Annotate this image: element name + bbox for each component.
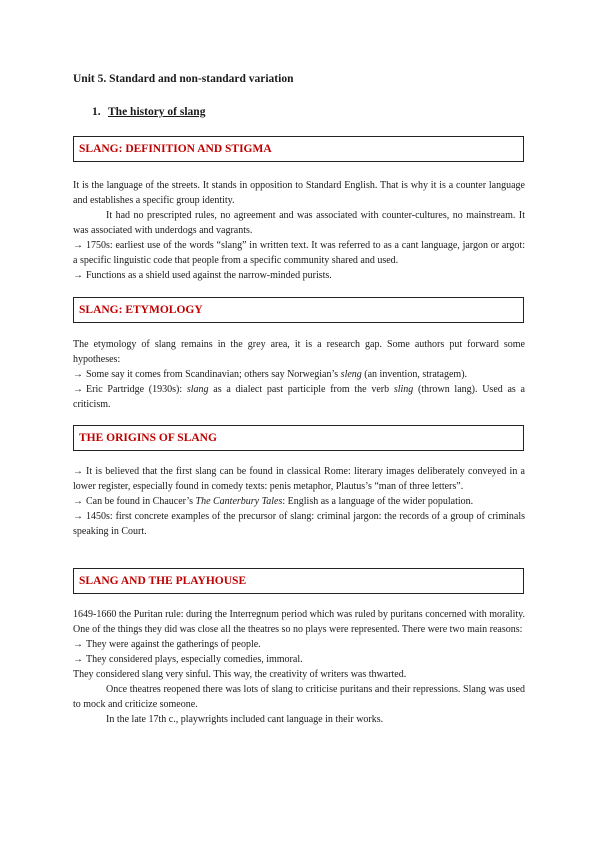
playhouse-paragraph-3: → They considered plays, especially comedies, immoral. — [73, 654, 303, 665]
arrow-icon: → — [73, 240, 83, 251]
origins-block — [73, 464, 525, 539]
heading-box-origins: THE ORIGINS OF SLANG — [73, 425, 524, 451]
heading-box-playhouse: SLANG AND THE PLAYHOUSE — [73, 568, 524, 594]
origins-paragraph-1: → It is believed that the first slang can be found in classical Rome: literary images deliberately conveyed in a lower register, especially found in comedy texts: penis metaphor, Plautus’s “man of three letters”. — [73, 466, 525, 492]
playhouse-block — [73, 607, 525, 727]
playhouse-paragraph-2: → They were against the gatherings of people. — [73, 639, 261, 650]
origins-paragraph-2: → Can be found in Chaucer’s The Canterbury Tales: English as a language of the wider population. — [73, 496, 474, 507]
playhouse-paragraph-1: 1649-1660 the Puritan rule: during the Interregnum period which was ruled by puritans concerned with morality. One of the things they did was close all the theatres so no plays were represented. There were two main reasons: — [73, 609, 525, 635]
arrow-icon: → — [73, 496, 83, 507]
arrow-icon: → — [73, 384, 83, 395]
definition-paragraph-1: It is the language of the streets. It stands in opposition to Standard English. That is why it is a counter language and establishes a specific group identity. — [73, 180, 525, 206]
etymology-paragraph-2: → Some say it comes from Scandinavian; others say Norwegian’s sleng (an invention, stratagem). — [73, 369, 468, 380]
definition-paragraph-3: → 1750s: earliest use of the words “slang” in written text. It was referred to as a cant language, jargon or argot: a specific linguistic code that people from a specific community shared and used. — [73, 240, 525, 266]
definition-block — [73, 178, 525, 283]
arrow-icon: → — [73, 466, 83, 477]
definition-paragraph-4: → Functions as a shield used against the narrow-minded purists. — [73, 270, 332, 281]
etymology-block — [73, 337, 525, 412]
section-heading — [92, 105, 205, 120]
etymology-paragraph-1: The etymology of slang remains in the grey area, it is a research gap. Some authors put forward some hypotheses: — [73, 339, 525, 365]
arrow-icon: → — [73, 511, 83, 522]
playhouse-paragraph-6: In the late 17th c., playwrights included cant language in their works. — [106, 714, 384, 725]
arrow-icon: → — [73, 639, 83, 650]
heading-box-definition: SLANG: DEFINITION AND STIGMA — [73, 136, 524, 162]
section-number: 1. — [92, 106, 101, 118]
playhouse-paragraph-5: Once theatres reopened there was lots of slang to criticise puritans and their repressions. Slang was used to mock and criticize someone. — [73, 684, 525, 710]
arrow-icon: → — [73, 369, 83, 380]
arrow-icon: → — [73, 654, 83, 665]
playhouse-paragraph-4: They considered slang very sinful. This way, the creativity of writers was thwarted. — [73, 669, 407, 680]
etymology-paragraph-3: → Eric Partridge (1930s): slang as a dialect past participle from the verb sling (thrown lang). Used as a criticism. — [73, 384, 525, 410]
origins-paragraph-3: → 1450s: first concrete examples of the precursor of slang: criminal jargon: the records of a group of criminals speaking in Court. — [73, 511, 525, 537]
heading-box-etymology: SLANG: ETYMOLOGY — [73, 297, 524, 323]
arrow-icon: → — [73, 270, 83, 281]
section-title: The history of slang — [108, 106, 206, 118]
definition-paragraph-2: It had no prescripted rules, no agreement and was associated with counter-cultures, no mainstream. It was associated with underdogs and vagrants. — [73, 210, 525, 236]
unit-title: Unit 5. Standard and non-standard variation — [73, 73, 294, 85]
